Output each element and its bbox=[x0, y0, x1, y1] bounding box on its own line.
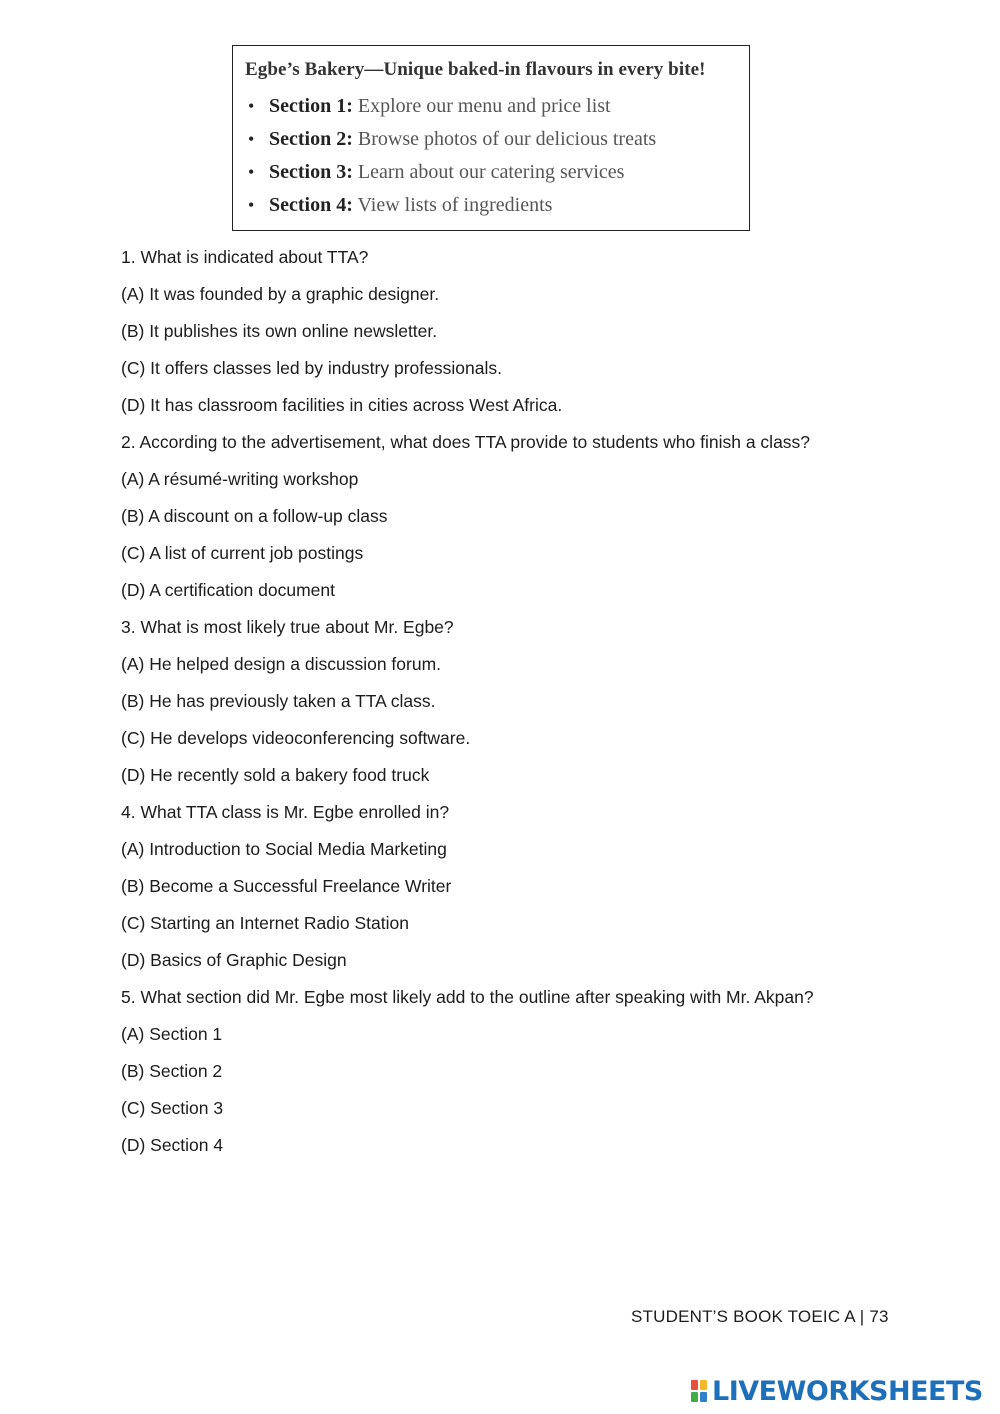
question-3-option-c[interactable]: (C) He develops videoconferencing software. bbox=[121, 728, 471, 748]
question-3: 3. What is most likely true about Mr. Egbe? bbox=[121, 617, 454, 637]
outline-section-list bbox=[245, 92, 749, 224]
bullet-icon: • bbox=[248, 96, 255, 116]
question-1-option-a[interactable]: (A) It was founded by a graphic designer. bbox=[121, 284, 440, 304]
logo-square-green bbox=[691, 1392, 698, 1402]
section-description: Explore our menu and price list bbox=[357, 95, 611, 117]
liveworksheets-logo-icon bbox=[691, 1380, 707, 1402]
question-3-option-d[interactable]: (D) He recently sold a bakery food truck bbox=[121, 765, 430, 785]
question-1-option-c[interactable]: (C) It offers classes led by industry professionals. bbox=[121, 358, 502, 378]
question-1-option-b[interactable]: (B) It publishes its own online newsletter. bbox=[121, 321, 438, 341]
question-4-option-c[interactable]: (C) Starting an Internet Radio Station bbox=[121, 913, 409, 933]
logo-square-blue bbox=[700, 1392, 707, 1402]
question-5: 5. What section did Mr. Egbe most likely add to the outline after speaking with Mr. Akpan? bbox=[121, 987, 814, 1007]
question-4-option-d[interactable]: (D) Basics of Graphic Design bbox=[121, 950, 347, 970]
bullet-icon: • bbox=[248, 129, 255, 149]
section-number: Section 4: bbox=[269, 194, 353, 216]
question-list bbox=[121, 245, 921, 1170]
question-2: 2. According to the advertisement, what does TTA provide to students who finish a class? bbox=[121, 432, 811, 452]
bakery-website-outline bbox=[232, 45, 750, 231]
question-5-option-c[interactable]: (C) Section 3 bbox=[121, 1098, 224, 1118]
question-4-option-a[interactable]: (A) Introduction to Social Media Marketing bbox=[121, 839, 447, 859]
section-number: Section 3: bbox=[269, 161, 353, 183]
logo-square-red bbox=[691, 1380, 698, 1390]
liveworksheets-brand[interactable] bbox=[691, 1375, 983, 1407]
question-5-option-d[interactable]: (D) Section 4 bbox=[121, 1135, 224, 1155]
bullet-icon: • bbox=[248, 162, 255, 182]
question-3-option-b[interactable]: (B) He has previously taken a TTA class. bbox=[121, 691, 436, 711]
outline-item bbox=[245, 158, 749, 191]
logo-square-yellow bbox=[700, 1380, 707, 1390]
section-description: Browse photos of our delicious treats bbox=[357, 128, 657, 150]
question-3-option-a[interactable]: (A) He helped design a discussion forum. bbox=[121, 654, 442, 674]
question-4: 4. What TTA class is Mr. Egbe enrolled in? bbox=[121, 802, 450, 822]
question-5-option-a[interactable]: (A) Section 1 bbox=[121, 1024, 223, 1044]
question-1: 1. What is indicated about TTA? bbox=[121, 247, 369, 267]
page-footer: STUDENT’S BOOK TOEIC A | 73 bbox=[631, 1307, 889, 1326]
liveworksheets-wordmark: LIVEWORKSHEETS bbox=[712, 1375, 983, 1407]
question-4-option-b[interactable]: (B) Become a Successful Freelance Writer bbox=[121, 876, 452, 896]
outline-item bbox=[245, 191, 749, 224]
outline-item bbox=[245, 92, 749, 125]
outline-title: Egbe’s Bakery—Unique baked-in flavours in every bite! bbox=[245, 59, 706, 80]
question-2-option-c[interactable]: (C) A list of current job postings bbox=[121, 543, 364, 563]
question-5-option-b[interactable]: (B) Section 2 bbox=[121, 1061, 223, 1081]
question-2-option-b[interactable]: (B) A discount on a follow-up class bbox=[121, 506, 388, 526]
section-number: Section 1: bbox=[269, 95, 353, 117]
question-2-option-d[interactable]: (D) A certification document bbox=[121, 580, 335, 600]
section-number: Section 2: bbox=[269, 128, 353, 150]
bullet-icon: • bbox=[248, 195, 255, 215]
question-2-option-a[interactable]: (A) A résumé-writing workshop bbox=[121, 469, 359, 489]
section-description: View lists of ingredients bbox=[357, 194, 553, 216]
question-1-option-d[interactable]: (D) It has classroom facilities in cities across West Africa. bbox=[121, 395, 563, 415]
outline-item bbox=[245, 125, 749, 158]
section-description: Learn about our catering services bbox=[357, 161, 625, 183]
